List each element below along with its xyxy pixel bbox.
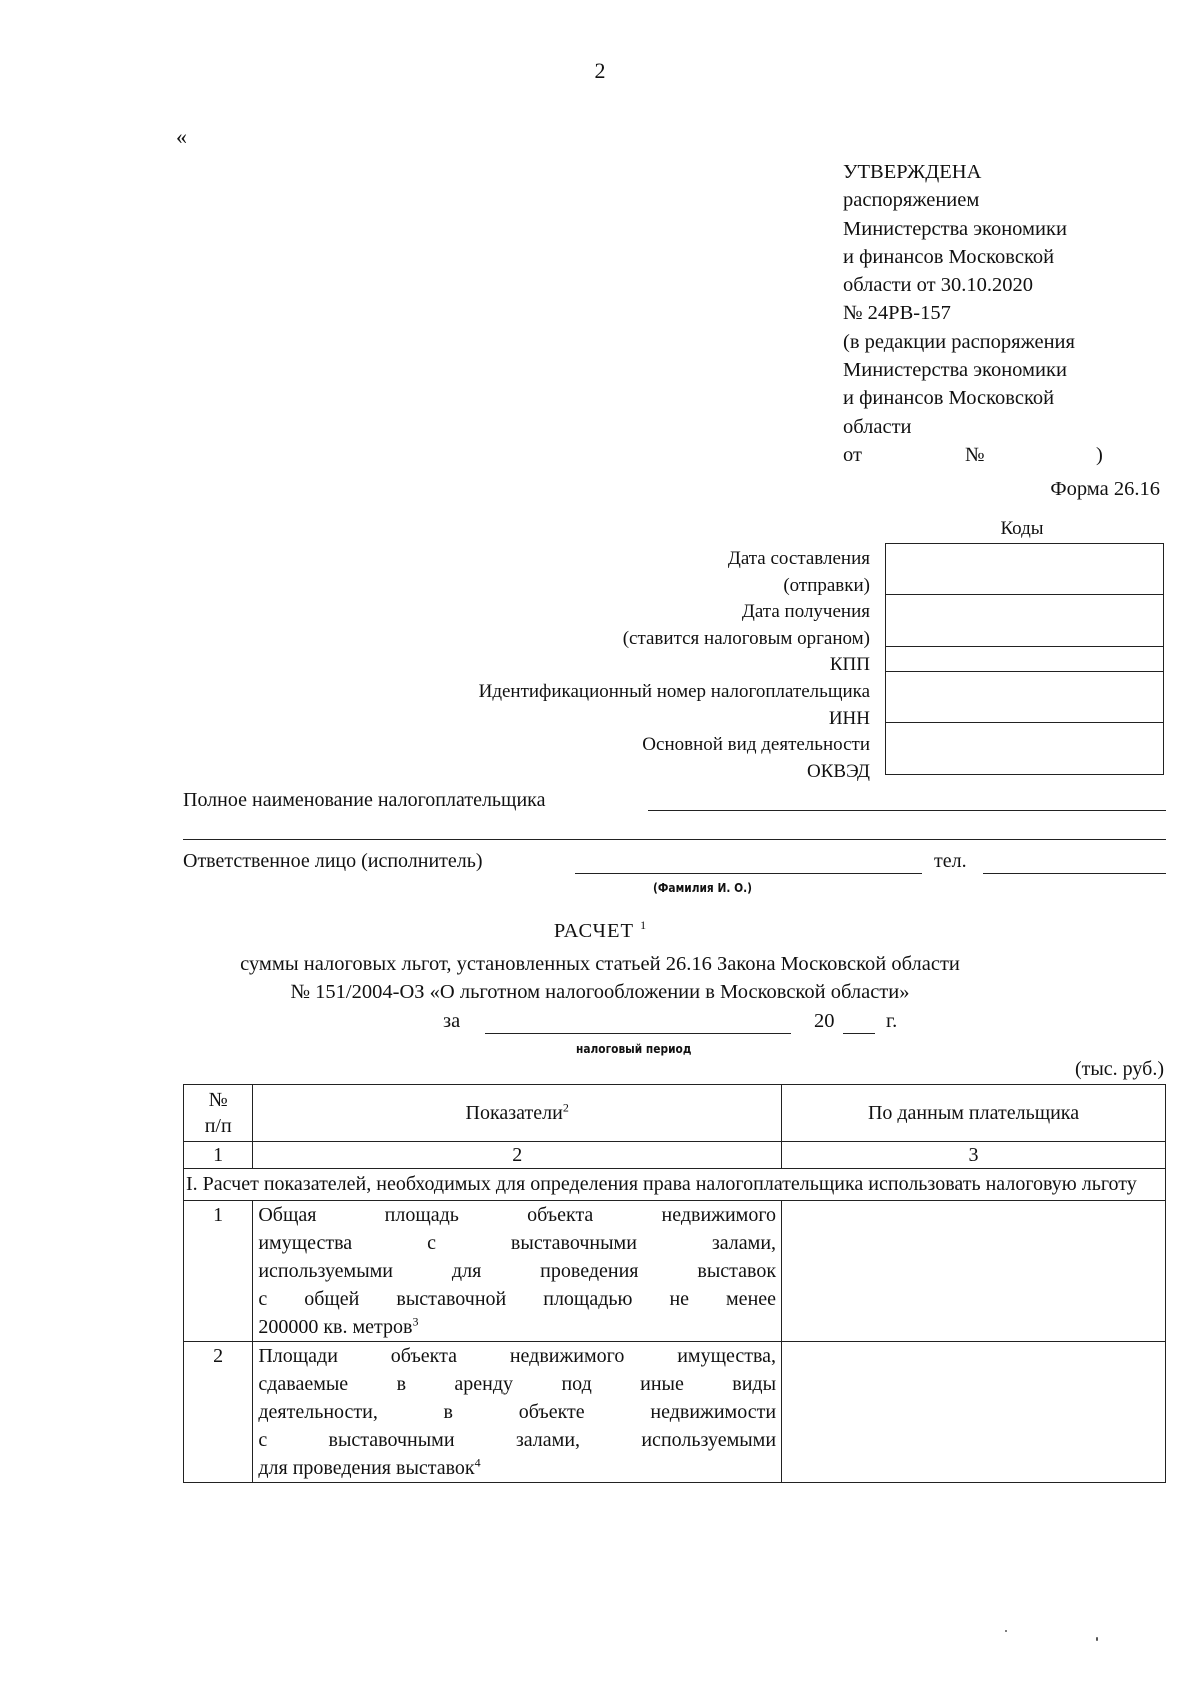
- code-cell-kpp[interactable]: [886, 647, 1164, 672]
- label-receipt-date-note: (ставится налоговым органом): [622, 628, 870, 649]
- approval-line: Министерства экономики: [843, 359, 1067, 382]
- label-okved: ОКВЭД: [807, 761, 870, 782]
- approval-line: распоряжением: [843, 189, 980, 212]
- calc-subtitle-line1: суммы налоговых льгот, установленных статьей 26.16 Закона Московской области: [240, 953, 960, 975]
- row-indicator-line: с выставочными залами, используемыми: [258, 1429, 777, 1451]
- label-activity: Основной вид деятельности: [642, 734, 870, 755]
- row-indicator-last-text: для проведения выставок: [258, 1457, 475, 1479]
- scan-artifact: [1096, 1637, 1098, 1641]
- table-row: [184, 1201, 1166, 1342]
- approval-line: УТВЕРЖДЕНА: [843, 161, 982, 183]
- approval-block: [843, 158, 1183, 469]
- period-year-prefix: 20: [814, 1010, 835, 1032]
- responsible-person-caption: (Фамилия И. О.): [653, 880, 752, 895]
- row-number: 2: [184, 1342, 253, 1483]
- approval-line: области: [843, 415, 912, 438]
- responsible-person-label: Ответственное лицо (исполнитель): [183, 850, 483, 872]
- codes-table: [885, 543, 1164, 775]
- row-indicator-footnote: 4: [474, 1455, 481, 1470]
- row-indicator-last-text: 200000 кв. метров: [258, 1316, 413, 1338]
- phone-label: тел.: [934, 850, 967, 872]
- units-label: (тыс. руб.): [1074, 1058, 1164, 1080]
- row-indicator-line: деятельности, в объекте недвижимости: [258, 1401, 777, 1423]
- code-cell-inn[interactable]: [886, 672, 1164, 723]
- approval-ot: от: [843, 443, 862, 466]
- header-indicators-text: Показатели: [465, 1102, 563, 1124]
- label-compile-date: Дата составления: [727, 548, 870, 569]
- codes-title: Коды: [1000, 518, 1044, 539]
- label-kpp: КПП: [829, 654, 870, 675]
- calc-table: [183, 1084, 1166, 1483]
- code-cell-receipt-date[interactable]: [886, 595, 1164, 647]
- col-number: 1: [184, 1142, 253, 1169]
- form-number: Форма 26.16: [1050, 478, 1160, 500]
- approval-paren: ): [1096, 443, 1103, 466]
- calc-title-footnote: 1: [640, 918, 647, 933]
- approval-line: и финансов Московской: [843, 245, 1055, 268]
- section-1-title: I. Расчет показателей, необходимых для определения права налогоплательщика использовать налоговую льготу: [184, 1169, 1166, 1201]
- page-number: 2: [594, 58, 606, 83]
- approval-line: области от 30.10.2020: [843, 274, 1033, 297]
- approval-date-number-line: [843, 441, 1183, 469]
- table-row: [184, 1342, 1166, 1483]
- period-za: за: [443, 1010, 461, 1032]
- approval-line: (в редакции распоряжения: [843, 330, 1075, 353]
- row-indicator-last-line: [258, 1454, 776, 1482]
- row-indicator-line: Общая площадь объекта недвижимого: [258, 1204, 777, 1226]
- row-indicator-line: имущества с выставочными залами,: [258, 1232, 777, 1254]
- table-section-row: [184, 1169, 1166, 1201]
- period-caption: налоговый период: [576, 1041, 692, 1056]
- period-input-line[interactable]: [485, 1033, 791, 1034]
- label-inn: ИНН: [828, 708, 870, 729]
- header-num-line1: №: [208, 1089, 228, 1111]
- table-column-numbers-row: [184, 1142, 1166, 1169]
- calc-title: [0, 920, 1200, 943]
- period-year-input-line[interactable]: [843, 1033, 875, 1034]
- code-cell-compile-date[interactable]: [886, 544, 1164, 595]
- responsible-person-input-line[interactable]: [575, 873, 922, 874]
- header-num: [184, 1085, 253, 1142]
- header-indicators-footnote: 2: [562, 1100, 569, 1115]
- header-indicators: [253, 1085, 782, 1142]
- header-num-line2: п/п: [204, 1115, 232, 1137]
- row-payer-value-cell[interactable]: [782, 1201, 1166, 1342]
- approval-line: и финансов Московской: [843, 387, 1055, 410]
- label-inn-full: Идентификационный номер налогоплательщика: [478, 681, 870, 702]
- row-indicator-line: сдаваемые в аренду под иные виды: [258, 1373, 777, 1395]
- row-indicator-footnote: 3: [412, 1314, 419, 1329]
- label-compile-date-note: (отправки): [783, 575, 870, 596]
- row-indicator: [253, 1201, 782, 1342]
- calc-subtitle-line2: № 151/2004-ОЗ «О льготном налогообложении в Московской области»: [290, 981, 910, 1003]
- phone-input-line[interactable]: [983, 873, 1166, 874]
- row-indicator: [253, 1342, 782, 1483]
- row-indicator-line: Площади объекта недвижимого имущества,: [258, 1345, 777, 1367]
- code-cell-okved[interactable]: [886, 723, 1164, 775]
- col-number: 3: [782, 1142, 1166, 1169]
- row-payer-value-cell[interactable]: [782, 1342, 1166, 1483]
- taxpayer-name-input-line[interactable]: [648, 810, 1166, 811]
- label-receipt-date: Дата получения: [741, 601, 870, 622]
- opening-quote: «: [176, 124, 187, 149]
- period-g: г.: [886, 1010, 898, 1032]
- row-number: 1: [184, 1201, 253, 1342]
- scan-artifact: [1005, 1630, 1007, 1632]
- calc-title-text: РАСЧЕТ: [553, 920, 634, 942]
- taxpayer-name-second-line[interactable]: [183, 839, 1166, 840]
- table-header-row: [184, 1085, 1166, 1142]
- approval-line: Министерства экономики: [843, 217, 1067, 240]
- approval-no: №: [965, 443, 985, 466]
- row-indicator-line: используемыми для проведения выставок: [258, 1260, 777, 1282]
- row-indicator-line: с общей выставочной площадью не менее: [258, 1288, 777, 1310]
- approval-line: № 24РВ-157: [843, 302, 951, 325]
- taxpayer-full-name-label: Полное наименование налогоплательщика: [183, 789, 546, 811]
- row-indicator-last-line: [258, 1313, 776, 1341]
- col-number: 2: [253, 1142, 782, 1169]
- header-payer-data: По данным плательщика: [782, 1085, 1166, 1142]
